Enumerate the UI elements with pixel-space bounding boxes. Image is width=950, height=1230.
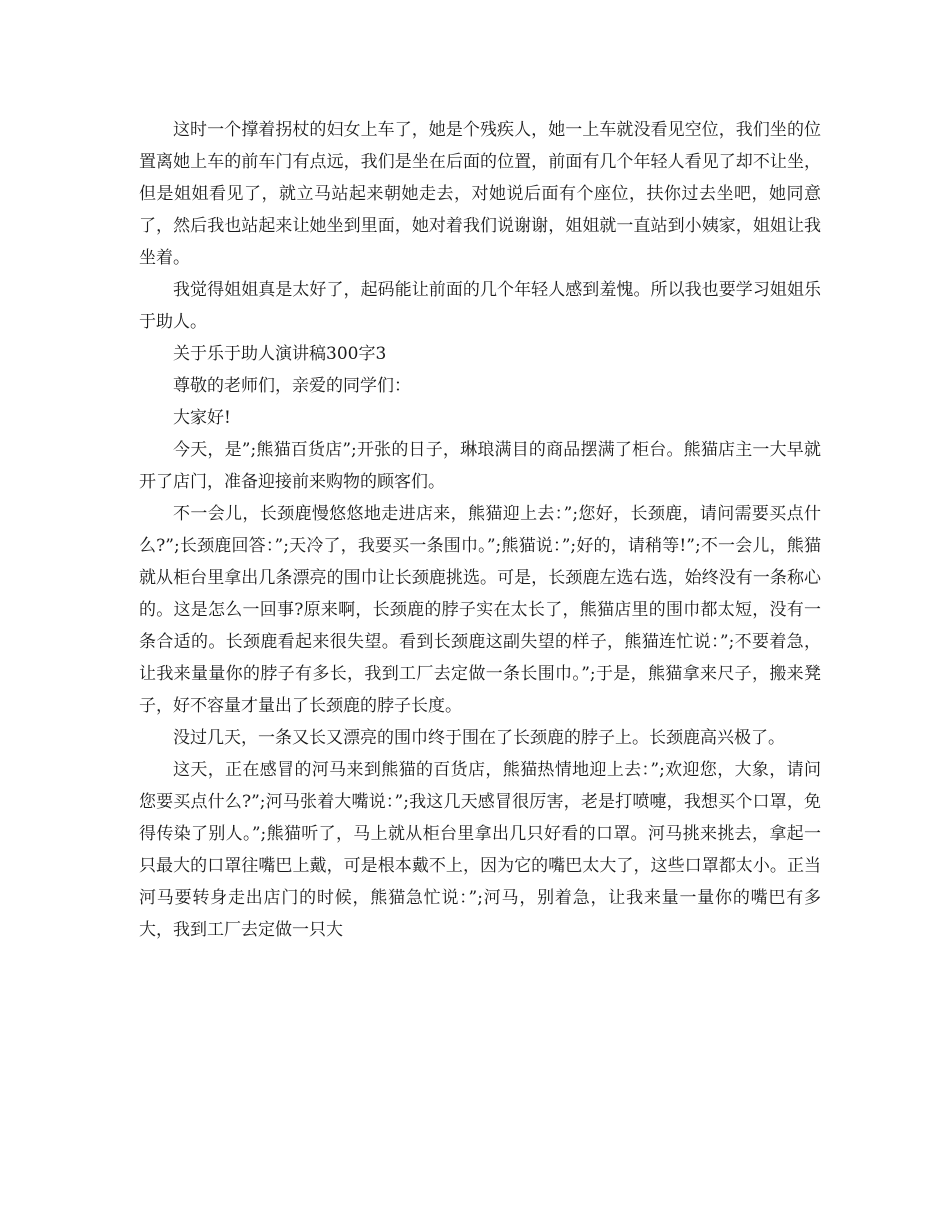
document-body <box>139 114 821 946</box>
section-heading: 关于乐于助人演讲稿300字3 <box>173 344 387 364</box>
paragraph-hippo: 这天，正在感冒的河马来到熊猫的百货店，熊猫热情地迎上去：”;欢迎您，大象，请问您要买点什么?”;河马张着大嘴说：”;我这几天感冒很厉害，老是打喷嚏，我想买个口罩，免得传染了别人。”;熊猫听了，马上就从柜台里拿出几只好看的口罩。河马挑来挑去，拿起一只最大的口罩往嘴巴上戴，可是根本戴不上，因为它的嘴巴太大了，这些口罩都太小。正当河马要转身走出店门的时候，熊猫急忙说：”;河马，别着急，让我来量一量你的嘴巴有多大，我到工厂去定做一只大 <box>139 760 821 940</box>
paragraph-store-opening: 今天，是”;熊猫百货店”;开张的日子，琳琅满目的商品摆满了柜台。熊猫店主一大早就开了店门，准备迎接前来购物的顾客们。 <box>139 440 821 492</box>
paragraph-reflection: 我觉得姐姐真是太好了，起码能让前面的几个年轻人感到羞愧。所以我也要学习姐姐乐于助人。 <box>139 280 821 332</box>
greeting: 大家好! <box>173 408 231 428</box>
paragraph-giraffe-happy: 没过几天，一条又长又漂亮的围巾终于围在了长颈鹿的脖子上。长颈鹿高兴极了。 <box>173 728 785 748</box>
salutation: 尊敬的老师们，亲爱的同学们： <box>173 376 411 396</box>
paragraph-bus-story: 这时一个撑着拐杖的妇女上车了，她是个残疾人，她一上车就没看见空位，我们坐的位置离她上车的前车门有点远，我们是坐在后面的位置，前面有几个年轻人看见了却不让坐，但是姐姐看见了，就立马站起来朝她走去，对她说后面有个座位，扶你过去坐吧，她同意了，然后我也站起来让她坐到里面，她对着我们说谢谢，姐姐就一直站到小姨家，姐姐让我坐着。 <box>139 120 821 268</box>
paragraph-giraffe: 不一会儿，长颈鹿慢悠悠地走进店来，熊猫迎上去：”;您好，长颈鹿，请问需要买点什么?”;长颈鹿回答：”;天冷了，我要买一条围巾。”;熊猫说：”;好的，请稍等!”;不一会儿，熊猫就从柜台里拿出几条漂亮的围巾让长颈鹿挑选。可是，长颈鹿左选右选，始终没有一条称心的。这是怎么一回事?原来啊，长颈鹿的脖子实在太长了，熊猫店里的围巾都太短，没有一条合适的。长颈鹿看起来很失望。看到长颈鹿这副失望的样子，熊猫连忙说：”;不要着急，让我来量量你的脖子有多长，我到工厂去定做一条长围巾。”;于是，熊猫拿来尺子，搬来凳子，好不容量才量出了长颈鹿的脖子长度。 <box>139 504 821 716</box>
